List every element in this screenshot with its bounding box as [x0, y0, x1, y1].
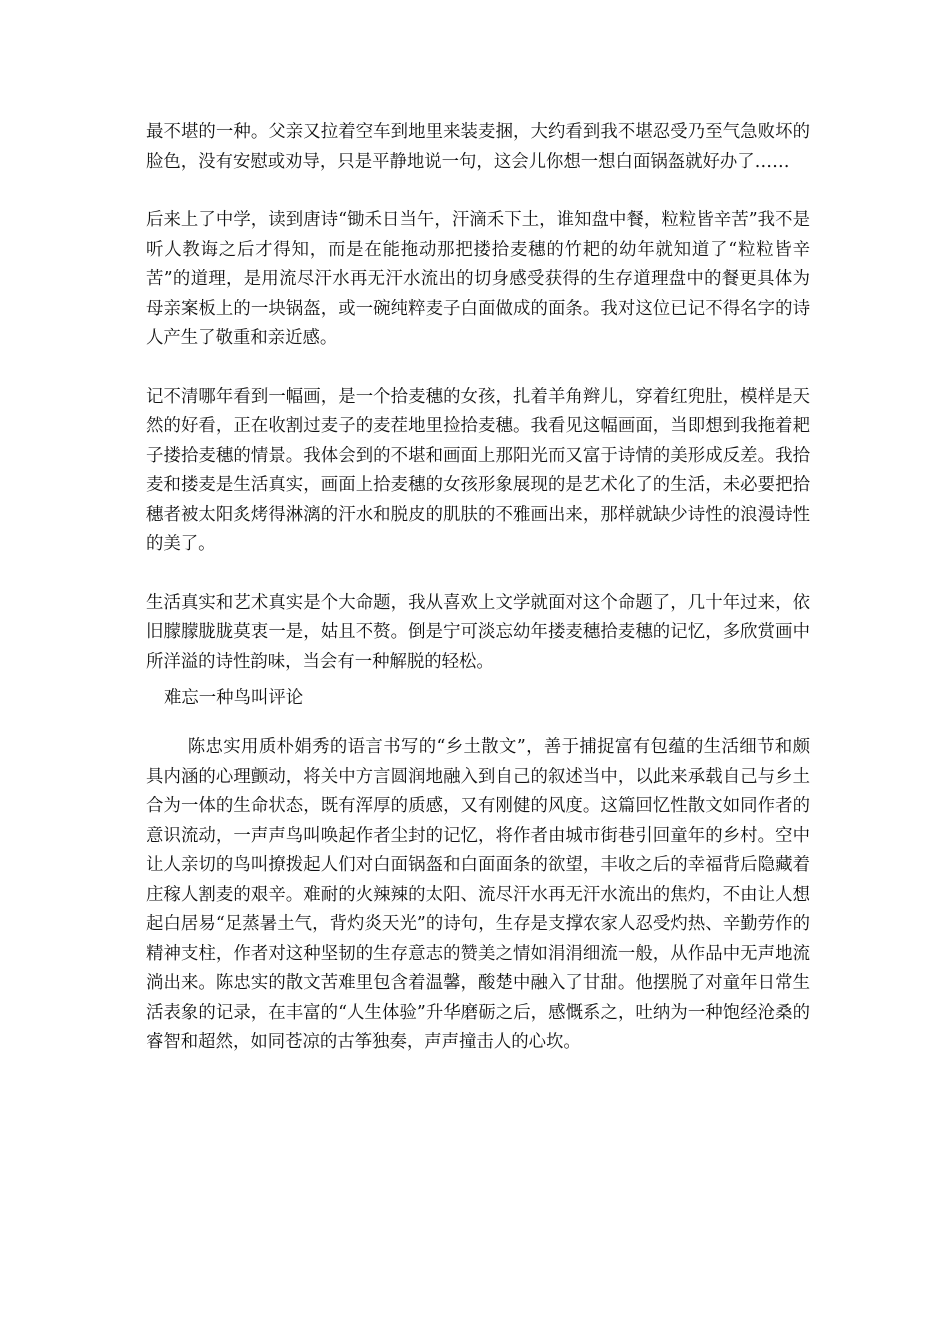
review-heading: 难忘一种鸟叫评论	[164, 688, 304, 708]
essay-paragraph-2: 后来上了中学，读到唐诗“锄禾日当午，汗滴禾下土，谁知盘中餐，粒粒皆辛苦”我不是听人教诲之后才得知，而是在能拖动那把搂拾麦穗的竹耙的幼年就知道了“粒粒皆辛苦”的道理，是用流尽汗水再无汗水流出的切身感受获得的生存道理盘中的餐更具体为母亲案板上的一块锅盔，或一碗纯粹麦子白面做成的面条。我对这位已记不得名字的诗人产生了敬重和亲近感。	[146, 210, 810, 348]
essay-paragraph-1: 最不堪的一种。父亲又拉着空车到地里来装麦捆，大约看到我不堪忍受乃至气急败坏的脸色，没有安慰或劝导，只是平静地说一句，这会儿你想一想白面锅盔就好办了……	[146, 122, 810, 172]
essay-body	[146, 118, 810, 677]
essay-paragraph-4: 生活真实和艺术真实是个大命题，我从喜欢上文学就面对这个命题了，几十年过来，依旧朦朦胧胧莫衷一是，姑且不赘。倒是宁可淡忘幼年搂麦穗拾麦穗的记忆，多欣赏画中所洋溢的诗性韵味，当会有一种解脱的轻松。	[146, 592, 810, 672]
review-paragraph: 陈忠实用质朴娟秀的语言书写的“乡土散文”，善于捕捉富有包蕴的生活细节和颇具内涵的心理颤动，将关中方言圆润地融入到自己的叙述当中，以此来承载自己与乡土合为一体的生命状态，既有浑厚的质感，又有刚健的风度。这篇回忆性散文如同作者的意识流动，一声声鸟叫唤起作者尘封的记忆，将作者由城市街巷引回童年的乡村。空中让人亲切的鸟叫撩拨起人们对白面锅盔和白面面条的欲望，丰收之后的幸福背后隐藏着庄稼人割麦的艰辛。难耐的火辣辣的太阳、流尽汗水再无汗水流出的焦灼，不由让人想起白居易“足蒸暑土气，背灼炎天光”的诗句，生存是支撑农家人忍受灼热、辛勤劳作的精神支柱，作者对这种坚韧的生存意志的赞美之情如涓涓细流一般，从作品中无声地流淌出来。陈忠实的散文苦难里包含着温馨，酸楚中融入了甘甜。他摆脱了对童年日常生活表象的记录，在丰富的“人生体验”升华磨砺之后，感慨系之，吐纳为一种饱经沧桑的睿智和超然，如同苍凉的古筝独奏，声声撞击人的心坎。	[146, 737, 810, 1052]
essay-paragraph-3: 记不清哪年看到一幅画，是一个拾麦穗的女孩，扎着羊角辫儿，穿着红兜肚，模样是天然的好看，正在收割过麦子的麦茬地里捡拾麦穗。我看见这幅画面，当即想到我拖着耙子搂拾麦穗的情景。我体会到的不堪和画面上那阳光而又富于诗情的美形成反差。我拾麦和搂麦是生活真实，画面上拾麦穗的女孩形象展现的是艺术化了的生活，未必要把拾穗者被太阳炙烤得淋漓的汗水和脱皮的肌肤的不雅画出来，那样就缺少诗性的浪漫诗性的美了。	[146, 386, 810, 554]
